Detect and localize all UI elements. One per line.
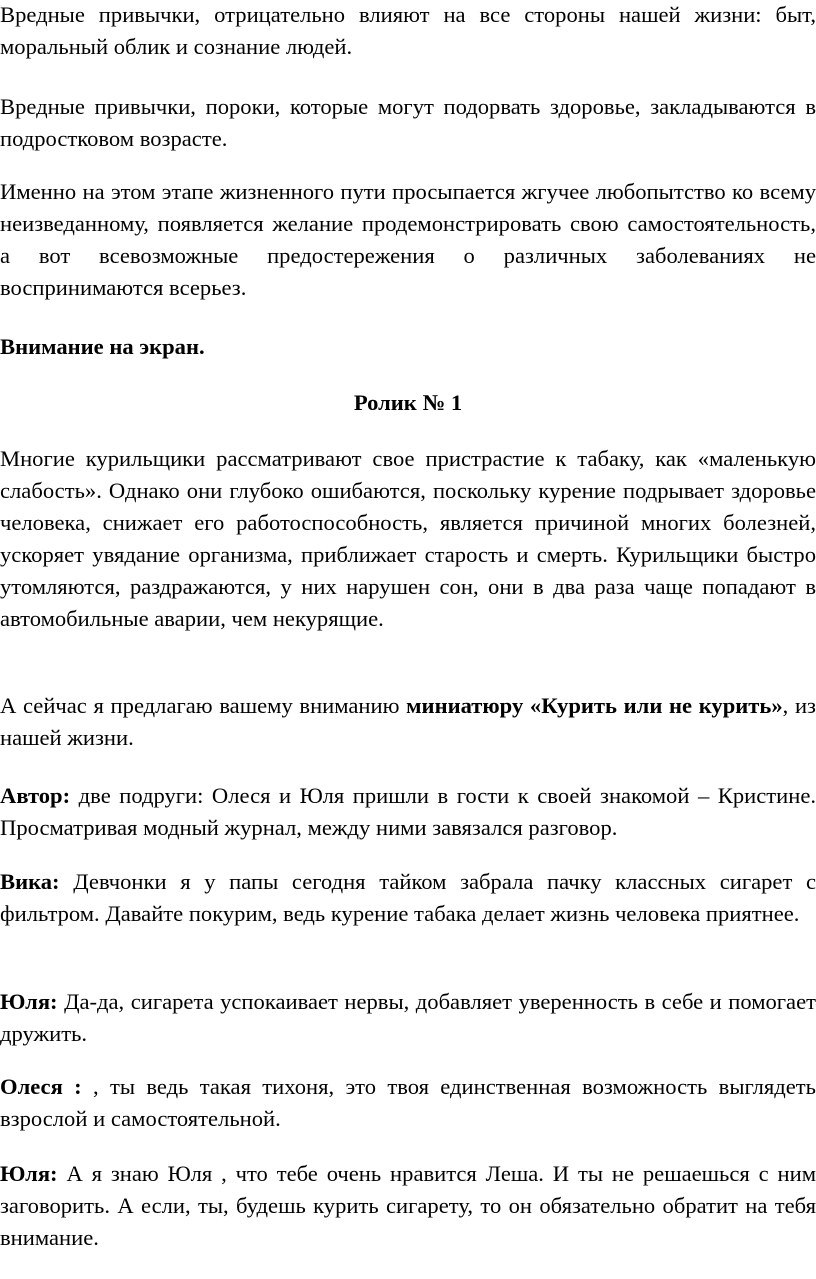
paragraph-smokers: Многие курильщики рассматривают свое пристрастие к табаку, как «маленькую слабость». Однако они глубоко ошибаются, поскольку курение подрывает здоровье человека, снижает его работоспособность, является причиной многих болезней, ускоряет увядание организма, приближает старость и смерть. Курильщики быстро утомляются, раздражаются, у них нарушен сон, они в два раза чаще попадают в автомобильные аварии, чем некурящие. (0, 446, 816, 631)
attention-text: Внимание на экран. (0, 334, 205, 359)
speaker-line: , ты ведь такая тихоня, это твоя единственная возможность выглядеть взрослой и самостоятельной. (0, 1074, 816, 1131)
speaker-label: Автор: (0, 783, 71, 808)
speaker-label: Юля: (0, 989, 58, 1014)
dialogue-yulia-1 (0, 986, 816, 1050)
miniature-intro: А сейчас я предлагаю вашему вниманию (0, 693, 407, 718)
speaker-line: Да-да, сигарета успокаивает нервы, добавляет уверенность в себе и помогает дружить. (0, 989, 816, 1046)
speaker-label: Вика: (0, 869, 60, 894)
dialogue-olesya (0, 1071, 816, 1135)
dialogue-author (0, 780, 816, 844)
speaker-line: А я знаю Юля , что тебе очень нравится Леша. И ты не решаешься с ним заговорить. А если, ты, будешь курить сигарету, то он обязательно обратит на тебя внимание. (0, 1161, 816, 1250)
miniature-title: миниатюру «Курить или не курить» (406, 693, 783, 718)
video-title-text: Ролик № 1 (353, 390, 463, 415)
paragraph-miniature (0, 690, 816, 754)
paragraph-intro: Вредные привычки, отрицательно влияют на все стороны нашей жизни: быт, моральный облик и сознание людей. (0, 2, 816, 59)
speaker-line: Девчонки я у папы сегодня тайком забрала пачку классных сигарет с фильтром. Давайте покурим, ведь курение табака делает жизнь человека приятнее. (0, 869, 816, 926)
paragraph-teen-stage: Именно на этом этапе жизненного пути просыпается жгучее любопытство ко всему неизведанному, появляется желание продемонстрировать свою самостоятельность, а вот всевозможные предостережения о различных заболеваниях не воспринимаются всерьез. (0, 179, 816, 300)
speaker-label: Олеся : (0, 1074, 82, 1099)
video-title (0, 387, 816, 419)
speaker-line: две подруги: Олеся и Юля пришли в гости к своей знакомой – Кристине. Просматривая модный журнал, между ними завязался разговор. (0, 783, 816, 840)
dialogue-yulia-2 (0, 1158, 816, 1254)
speaker-label: Юля: (0, 1161, 58, 1186)
attention-heading (0, 331, 816, 363)
dialogue-vika (0, 866, 816, 930)
miniature-outro: , из нашей жизни. (0, 693, 816, 750)
paragraph-habits: Вредные привычки, пороки, которые могут подорвать здоровье, закладываются в подростковом возрасте. (0, 94, 816, 151)
